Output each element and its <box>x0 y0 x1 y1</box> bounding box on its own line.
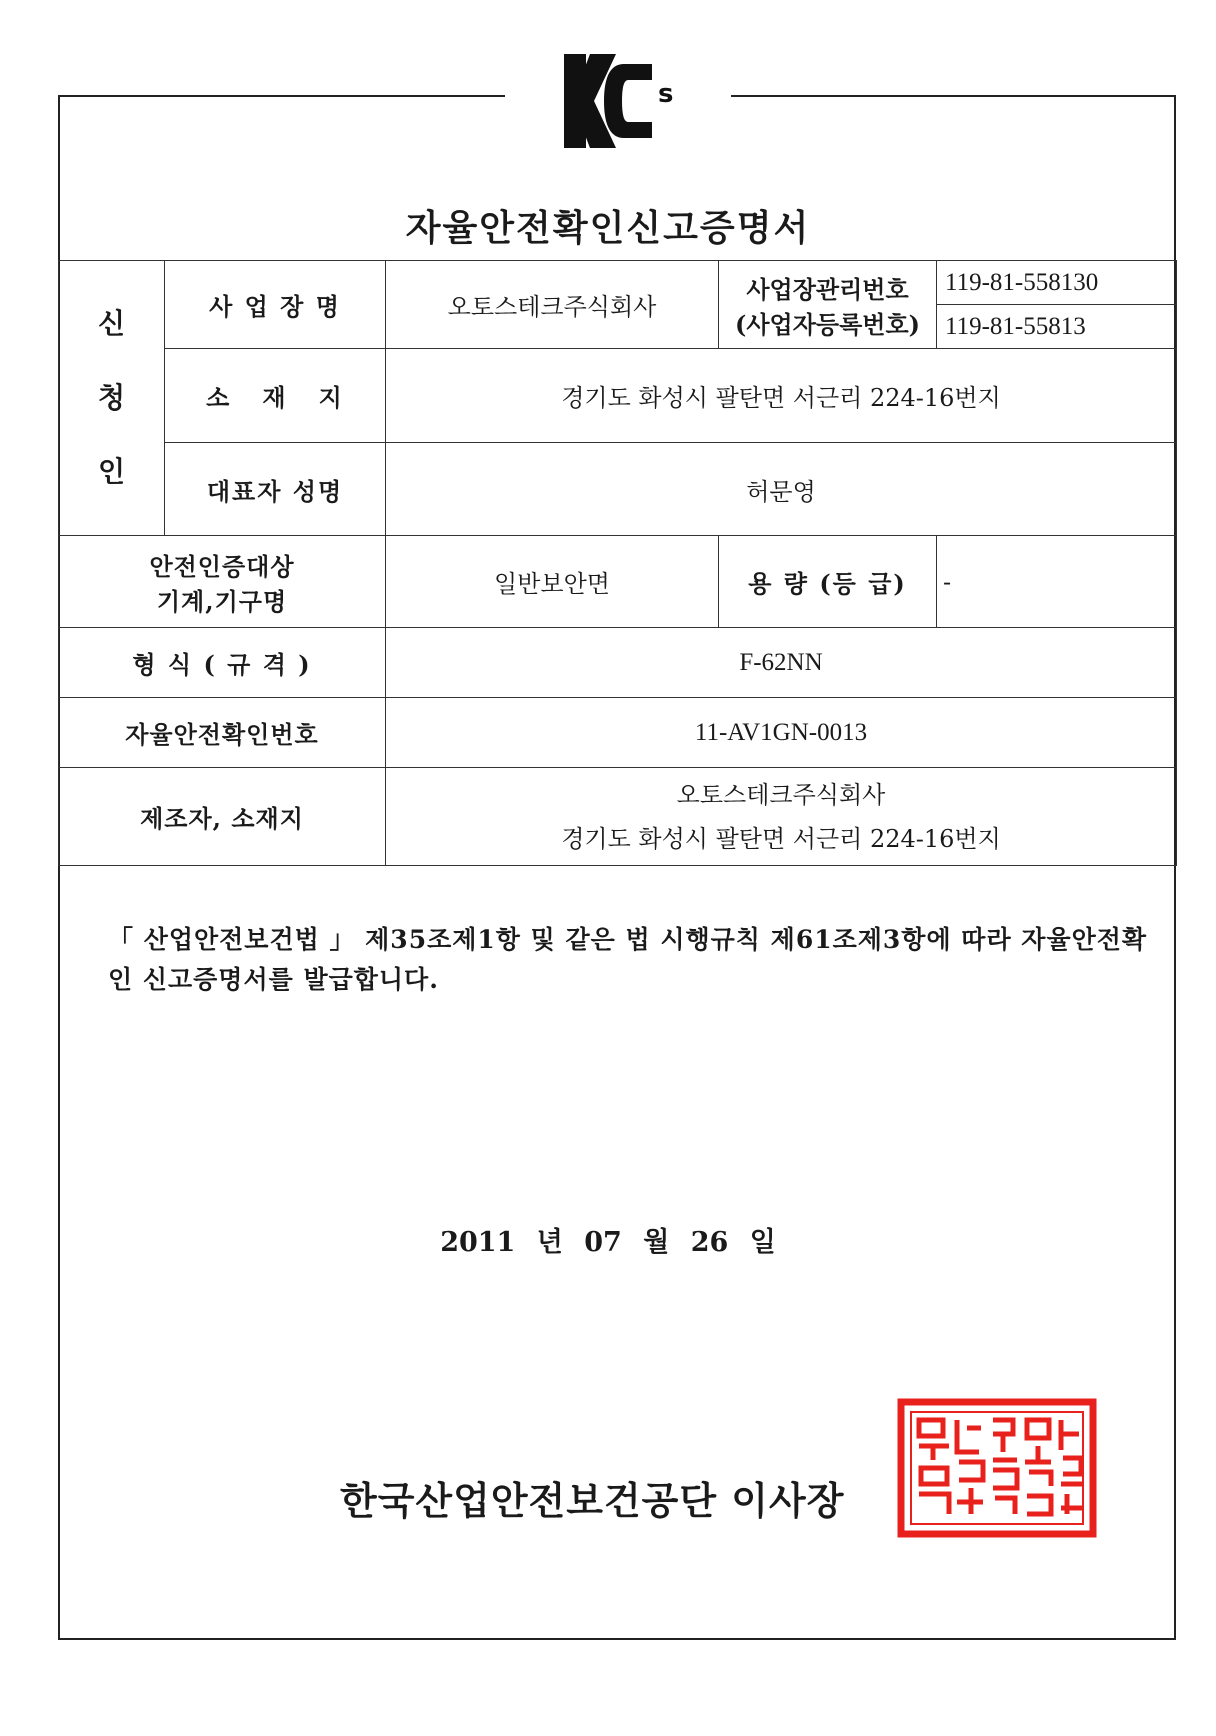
manufacturer-value <box>386 768 1177 866</box>
manufacturer-label: 제조자, 소재지 <box>59 768 386 866</box>
issuance-statement: 「 산업안전보건법 」 제35조제1항 및 같은 법 시행규칙 제61조제3항에 따라 자율안전확인 신고증명서를 발급합니다. <box>108 925 1148 994</box>
row-representative <box>59 443 1177 536</box>
business-name-label: 사 업 장 명 <box>165 261 386 349</box>
row-manufacturer <box>59 768 1177 866</box>
target-label: 안전인증대상 기계,기구명 <box>59 536 386 628</box>
kcs-logo-icon <box>560 50 690 155</box>
confirm-number-label: 자율안전확인번호 <box>59 698 386 768</box>
issue-date: 2011 년 07 월 26 일 <box>440 1227 776 1258</box>
row-business-name <box>59 261 1177 349</box>
mgmt-number-label: 사업장관리번호 (사업자등록번호) <box>719 261 937 349</box>
issuer-name: 한국산업안전보건공단 이사장 <box>340 1479 845 1523</box>
manufacturer-address: 경기도 화성시 팔탄면 서근리 224-16번지 <box>561 824 1001 853</box>
registration-number: 119-81-55813 <box>945 313 1086 340</box>
date-year: 2011 <box>440 1227 516 1258</box>
mgmt-number-cell <box>937 261 1177 349</box>
official-seal-icon <box>897 1398 1097 1538</box>
certificate-table <box>58 260 1177 866</box>
certificate-title: 자율안전확인신고증명서 <box>405 207 811 249</box>
svg-text:s: s <box>658 79 674 109</box>
representative-value: 허문영 <box>386 443 1177 536</box>
location-value: 경기도 화성시 팔탄면 서근리 224-16번지 <box>386 349 1177 443</box>
date-day: 26 <box>690 1227 729 1258</box>
capacity-label: 용 량 (등 급) <box>719 536 937 628</box>
location-label: 소 재 지 <box>165 349 386 443</box>
manufacturer-name: 오토스테크주식회사 <box>676 780 886 809</box>
date-month: 07 <box>584 1227 622 1258</box>
mgmt-number: 119-81-558130 <box>937 261 1176 305</box>
target-value: 일반보안면 <box>386 536 719 628</box>
confirm-number-value: 11-AV1GN-0013 <box>386 698 1177 768</box>
row-location <box>59 349 1177 443</box>
model-label: 형 식 ( 규 격 ) <box>59 628 386 698</box>
business-name-value: 오토스테크주식회사 <box>386 261 719 349</box>
capacity-value: - <box>937 536 1177 628</box>
row-confirm-number <box>59 698 1177 768</box>
row-model <box>59 628 1177 698</box>
row-target <box>59 536 1177 628</box>
applicant-group-label: 신 청 인 <box>59 261 165 536</box>
model-value: F-62NN <box>386 628 1177 698</box>
representative-label: 대표자 성명 <box>165 443 386 536</box>
